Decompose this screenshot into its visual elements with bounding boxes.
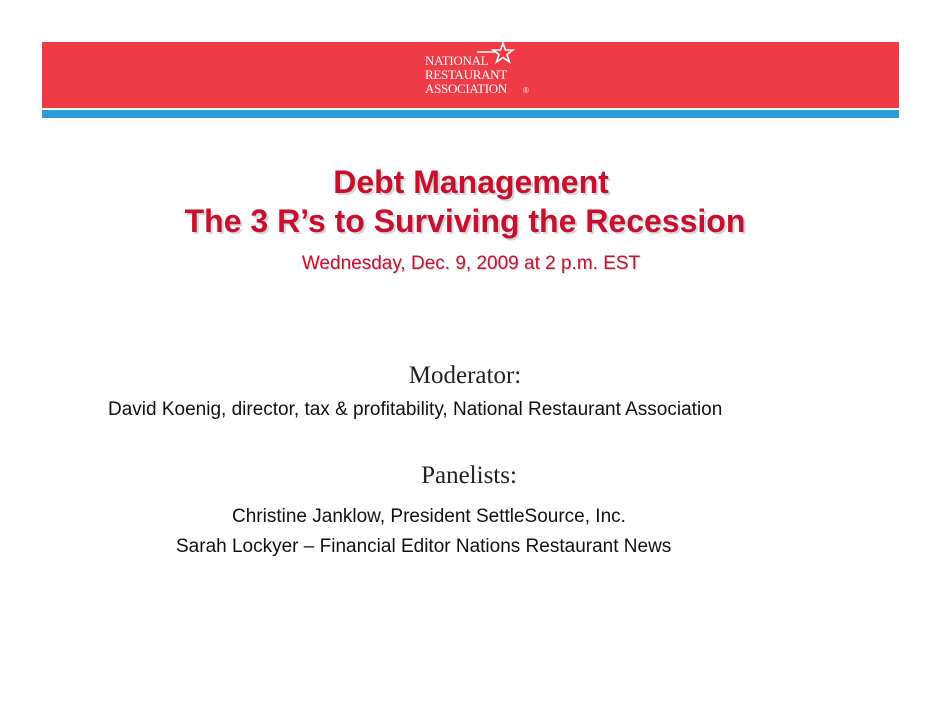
logo-text-line-2: RESTAURANT [425, 67, 507, 82]
panelist-item: Sarah Lockyer – Financial Editor Nations Restaurant News [176, 536, 672, 557]
event-date-subtitle: Wednesday, Dec. 9, 2009 at 2 p.m. EST [301, 253, 641, 274]
registered-mark: ® [523, 86, 529, 95]
moderator-name: David Koenig, director, tax & profitability, National Restaurant Association [108, 399, 723, 420]
moderator-heading: Moderator: [408, 362, 522, 389]
panelist-item: Christine Janklow, President SettleSource, Inc. [232, 506, 626, 527]
logo-text-line-3: ASSOCIATION [425, 81, 507, 96]
header-stripe [42, 110, 899, 118]
panelists-heading: Panelists: [421, 462, 517, 489]
title-line-2: The 3 R’s to Surviving the Recession [184, 203, 746, 239]
title-line-1: Debt Management [333, 164, 609, 200]
logo-text-line-1: NATIONAL [425, 53, 489, 68]
national-restaurant-association-logo [425, 46, 537, 104]
